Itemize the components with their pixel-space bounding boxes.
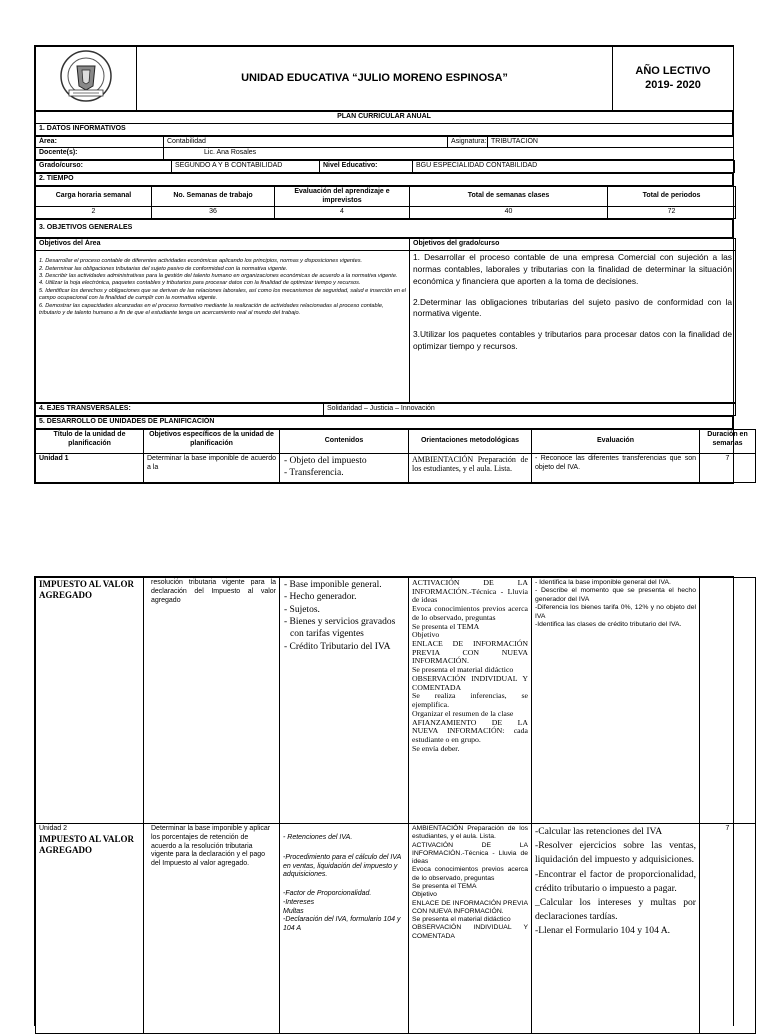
tiempo-v4: 40: [410, 207, 608, 219]
page-1: [34, 45, 748, 484]
u1b-duracion: [700, 578, 756, 824]
h-titulo: Título de la unidad de planificación: [36, 430, 144, 454]
year-cell: [613, 47, 734, 111]
u1b-contenidos: [280, 578, 409, 824]
tiempo-h4: Total de semanas clases: [410, 186, 608, 207]
u1b-contenido-item: - Sujetos.: [284, 604, 320, 615]
asignatura-label: Asignatura:: [448, 136, 488, 148]
grado-objective: 1. Desarrollar el proceso contable de una empresa Comercial con sujeción a las normas contables, laborales y tributarias con la finalidad de determinar la situación económica y financiera que aporten a la toma de decisiones.: [413, 252, 732, 286]
objetivos-area-text: [36, 251, 410, 403]
u1b-contenido-item: - Crédito Tributario del IVA: [284, 641, 391, 652]
section-ejes: 4. EJES TRANSVERSALES:: [36, 404, 324, 416]
area-objective: 1. Desarrollar el proceso contable de diferentes actividades económicas aplicando los principios, normas y disposiciones vigentes.: [39, 258, 363, 265]
tiempo-h1: Carga horaria semanal: [36, 186, 152, 207]
docente-value: Lic. Ana Rosales: [164, 148, 734, 160]
area-label: Área:: [36, 136, 164, 148]
docente-label: Docente(s):: [36, 148, 164, 160]
tiempo-v5: 72: [608, 207, 736, 219]
area-objective: 3. Describir las actividades administrativas para la gestión del talento humano en organizaciones económicas de acuerdo a la normativa vigente.: [39, 273, 398, 279]
u1b-contenido-item: - Bienes y servicios gravados con tarifas vigentes: [284, 617, 396, 640]
h-duracion: Duración en semanas: [700, 430, 756, 454]
u2-objetivo: Determinar la base imponible y aplicar los porcentajes de retención de acuerdo a la resolución tributaria vigente para la declaración y el pago del Impuesto al valor agregado.: [144, 824, 280, 1034]
page-2: [34, 576, 734, 1026]
h-evaluacion: Evaluación: [532, 430, 700, 454]
u1b-contenido-item: - Hecho generador.: [284, 592, 357, 603]
school-name: UNIDAD EDUCATIVA “JULIO MORENO ESPINOSA”: [241, 71, 508, 84]
tiempo-h5: Total de periodos: [608, 186, 736, 207]
u1-objetivo: Determinar la base imponible de acuerdo a la: [144, 454, 280, 483]
tiempo-table: [35, 186, 736, 220]
area-objective: 5. Identificar los derechos y obligaciones que se derivan de las relaciones laborales, así como los mecanismos de seguridad, salud e inserción en el campo ocupacional con la finalidad de cumplir con la normativa vigente.: [39, 287, 406, 302]
grado-label: Grado/curso:: [36, 161, 172, 173]
unidades-table-p1: [35, 429, 756, 483]
ejes-value: Solidaridad – Justicia – Innovación: [324, 404, 736, 416]
u1-contenidos: [280, 454, 409, 483]
section-objetivos: 3. OBJETIVOS GENERALES: [36, 220, 733, 238]
unidades-table-p2: [35, 577, 756, 1034]
objetivos-area-header: Objetivos del Área: [36, 239, 410, 251]
area-objective: 6. Demostrar las capacidades alcanzadas en el proceso formativo mediante la realización de actividades relacionadas al proceso contable, tributario y de talento humano a fin de que el estudiante tenga un acercamiento real al mundo del trabajo.: [39, 302, 384, 316]
objetivos-grado-header: Objetivos del grado/curso: [410, 239, 736, 251]
tiempo-h3: Evaluación del aprendizaje e imprevistos: [275, 186, 410, 207]
nivel-value: BGU ESPECIALIDAD CONTABILIDAD: [413, 161, 735, 173]
datos-table: [35, 136, 734, 161]
h-contenidos: Contenidos: [280, 430, 409, 454]
logo-cell: [36, 47, 137, 111]
header-table: [35, 46, 734, 111]
u1b-titulo: IMPUESTO AL VALOR AGREGADO: [36, 578, 144, 824]
tiempo-v1: 2: [36, 207, 152, 219]
grado-objective: 3.Utilizar los paquetes contables y tributarios para procesar datos con la finalidad de optimizar tiempo y recursos.: [413, 329, 732, 351]
grado-objective: 2.Determinar las obligaciones tributarias del sujeto pasivo de conformidad con la normativa vigente.: [413, 296, 732, 319]
u1b-orientaciones: ACTIVACIÓN DE LA INFORMACIÓN.-Técnica - Lluvia de ideas Evoca conocimientos previos acerca de lo observado, preguntas Se presenta el TEMA Objetivo ENLACE DE INFORMACIÓN PREVIA CON NUEVA INFORMACIÓN. Se presenta el material didáctico OBSERVACIÓN INDIVIDUAL Y COMENTADA Se realiza inferencias, se ejemplifica. Organizar el resumen de la clase AFIANZAMIENTO DE LA NUEVA INFORMACIÓN: cada estudiante o en grupo. Se envía deber.: [409, 578, 532, 824]
nivel-label: Nivel Educativo:: [320, 161, 413, 173]
u2-titulo-cell: [36, 824, 144, 1034]
u2-evaluacion: -Calcular las retenciones del IVA -Resolver ejercicios sobre las ventas, liquidación del impuesto y adquisiciones. -Encontrar el factor de proporcionalidad, crédito tributario o impuesto a pagar. _Calcular los intereses y multas por declaraciones tardías. -Llenar el Formulario 104 y 104 A.: [532, 824, 700, 1034]
area-objective: 4. Utilizar la hoja electrónica, paquetes contables y tributarios para procesar datos con la finalidad de optimizar tiempo y recursos.: [39, 280, 361, 287]
u2-contenidos: - Retenciones del IVA. -Procedimiento para el cálculo del IVA en ventas, liquidación del impuesto y adquisiciones. -Factor de Proporcionalidad. -Intereses Multas -Declaración del IVA, formulario 104 y 104 A: [280, 824, 409, 1034]
year-value: 2019- 2020: [645, 78, 701, 91]
u2-duracion: 7: [700, 824, 756, 1034]
tiempo-h2: No. Semanas de trabajo: [152, 186, 275, 207]
objetivos-table: [35, 238, 736, 403]
u1b-evaluacion: - Identifica la base imponible general del IVA. - Describe el momento que se presenta el hecho generador del IVA -Diferencia los bienes tarifa 0%, 12% y no objeto del IVA -Identifica las clases de crédito tributario del IVA.: [532, 578, 700, 824]
u1b-objetivo: resolución tributaria vigente para la declaración del Impuesto al valor agregado: [144, 578, 280, 824]
u1-contenido-item: - Transferencia.: [284, 468, 344, 479]
grado-value: SEGUNDO A Y B CONTABILIDAD: [172, 161, 320, 173]
h-objetivos: Objetivos específicos de la unidad de planificación: [144, 430, 280, 454]
ejes-table: [35, 403, 736, 416]
h-orientaciones: Orientaciones metodológicas: [409, 430, 532, 454]
school-logo: [55, 48, 117, 104]
plan-title: PLAN CURRICULAR ANUAL: [36, 112, 733, 124]
u1-duracion: 7: [700, 454, 756, 483]
u1-orientaciones: AMBIENTACIÓN Preparación de los estudiantes, y el aula. Lista.: [409, 454, 532, 483]
area-value: Contabilidad: [164, 136, 448, 148]
objetivos-grado-text: [410, 251, 736, 403]
section-datos: 1. DATOS INFORMATIVOS: [36, 123, 733, 135]
tiempo-v3: 4: [275, 207, 410, 219]
year-label: AÑO LECTIVO: [635, 64, 711, 77]
u1b-contenido-item: - Base imponible general.: [284, 580, 382, 590]
u1-contenido-item: - Objeto del impuesto: [284, 456, 367, 466]
u1-titulo: Unidad 1: [36, 454, 144, 483]
tiempo-v2: 36: [152, 207, 275, 219]
area-objective: 2. Determinar las obligaciones tributarias del sujeto pasivo de conformidad con la normativa vigente.: [39, 265, 288, 272]
grado-table: [35, 160, 735, 173]
section-tiempo: 2. TIEMPO: [36, 174, 733, 186]
u2-titulo: IMPUESTO AL VALOR AGREGADO: [39, 833, 135, 855]
u2-numero: Unidad 2: [39, 825, 68, 832]
section-unidades: 5. DESARROLLO DE UNIDADES DE PLANIFICACIÓN: [36, 417, 733, 429]
u1-evaluacion: - Reconoce las diferentes transferencias que son objeto del IVA.: [532, 454, 700, 483]
school-name-cell: [137, 47, 613, 111]
u2-orientaciones: AMBIENTACIÓN Preparación de los estudiantes, y el aula. Lista. ACTIVACIÓN DE LA INFORMACIÓN.-Técnica - Lluvia de ideas Evoca conocimientos previos acerca de lo observado, preguntas Se presenta el TEMA Objetivo ENLACE DE INFORMACIÓN PREVIA CON NUEVA INFORMACIÓN. Se presenta el material didáctico OBSERVACIÓN INDIVIDUAL Y COMENTADA: [409, 824, 532, 1034]
asignatura-value: TRIBUTACIÓN: [488, 136, 734, 148]
